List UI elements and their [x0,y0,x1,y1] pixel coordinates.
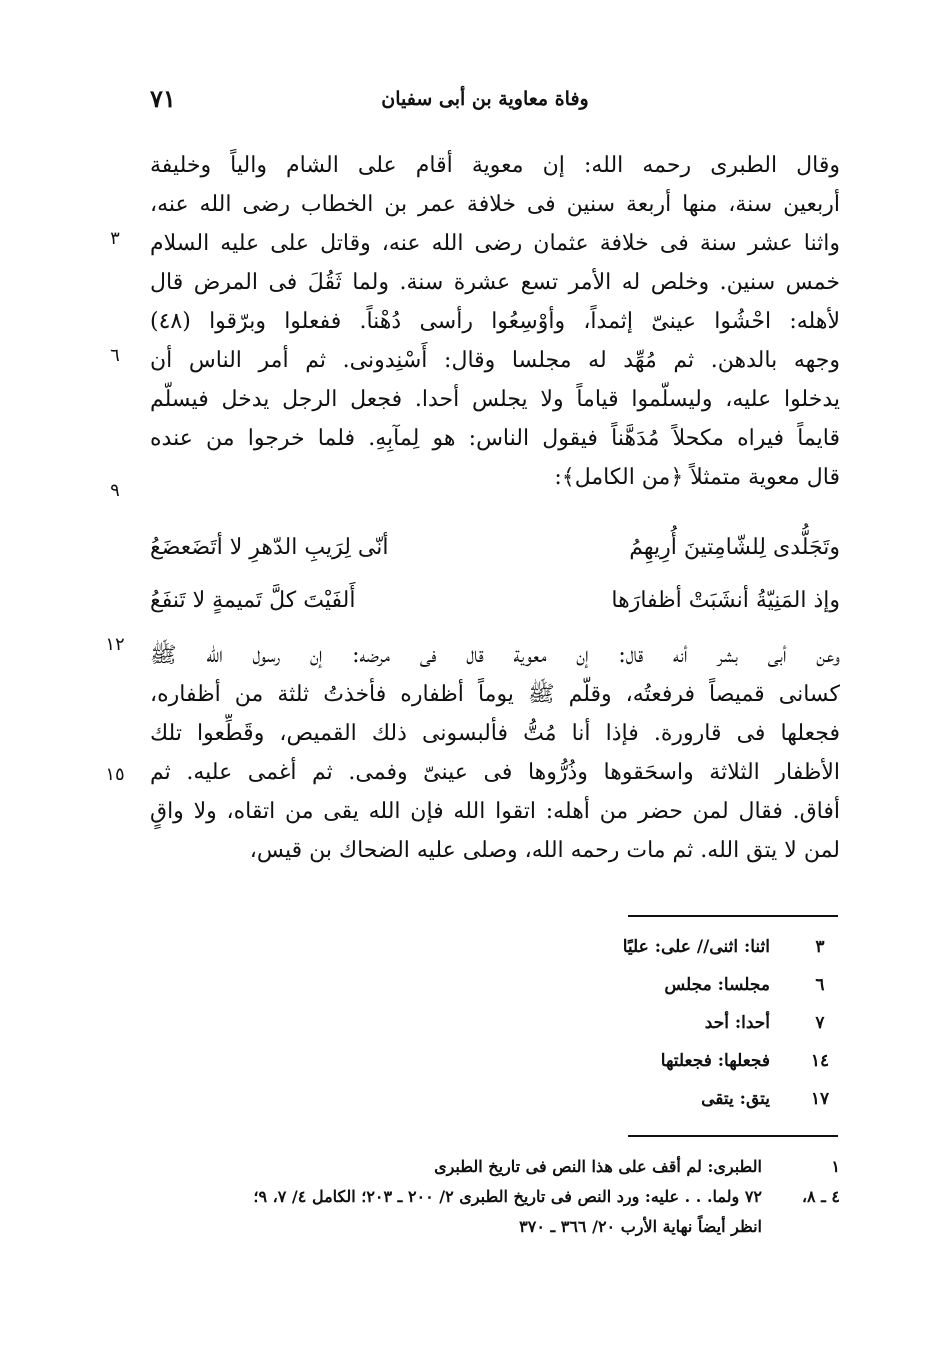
text-line: لمن لا يتق الله. ثم مات رحمه الله، وصلى عليه الضحاك بن قيس، [249,838,840,863]
verse-hemistich-first: وإذ المَنِيّةُ أنشَبَتْ أظفارَها [611,588,840,613]
footnote-entry [150,1152,840,1182]
apparatus-text: أحدا: أحد [704,1013,770,1033]
footnote-text: الطبرى: لم أقف على هذا النص فى تاريخ الطبرى [434,1157,762,1176]
apparatus-divider [628,915,838,917]
text-line: خمس سنين. وخلص له الأمر تسع عشرة سنة. ولما ثَقُلَ فى المرض قال [150,270,840,295]
verse-hemistich-second: أَلفَيْتَ كلَّ تَميمةٍ لا تَنفَعُ [150,588,356,613]
text-line: يدخلوا عليه، وليسلّموا قياماً ولا يجلس أحدا. فجعل الرجل يدخل فيسلّم [150,387,840,412]
footnote-entry [150,1182,840,1212]
running-header: وفاة معاوية بن أبى سفيان [381,88,589,110]
verse-hemistich-second: أنّى لِرَيبِ الدّهرِ لا أتَضَعضَعُ [150,535,389,560]
poem-verse-2 [150,580,840,622]
apparatus-line-number: ٧ [815,1013,825,1033]
page-number: ٧١ [150,84,176,113]
apparatus-text: يتق: يتقى [701,1089,770,1109]
footnote-text: انظر أيضاً نهاية الأرب ٢٠/ ٣٦٦ ـ ٣٧٠ [519,1217,762,1236]
verse-hemistich-first: وتَجَلُّدى لِلشّامِتينَ أُرِيهِمُ [629,535,840,560]
apparatus-line-number: ٦ [815,975,825,995]
margin-line-number: ١٢ [105,634,125,655]
text-line: الأظفار الثلاثة واسحَقوها وذُرُّوها فى عينىّ وفمى. ثم أغمى عليه. ثم [150,760,840,785]
text-line: أربعين سنة، منها أربعة سنين فى خلافة عمر بن الخطاب رضى الله عنه، [150,192,840,217]
text-line: أفاق. فقال لمن حضر من أهله: اتقوا الله فإن الله يقى من اتقاه، ولا واقٍ [150,799,840,824]
footnote-line-number: ٤ ـ ٨، [801,1187,840,1206]
apparatus-entry [400,1080,840,1118]
apparatus-line-number: ١٤ [810,1051,830,1071]
footnote-text: ٧٢ ولما. . . عليه: ورد النص فى تاريخ الطبرى ٢/ ٢٠٠ ـ ٢٠٣؛ الكامل ٤/ ٧، ٩؛ [253,1187,762,1206]
apparatus-text: اثنا: اثنى// على: عليًا [622,937,770,957]
apparatus-line-number: ٣ [815,937,825,957]
apparatus-entry [400,966,840,1004]
apparatus-text: مجلسا: مجلس [664,975,770,995]
text-line: لأهله: احْشُوا عينىّ إثمداً، وأوْسِعُوا رأسى دُهْناً. ففعلوا وبرّقوا (٤٨) [150,309,840,334]
margin-line-number: ١٥ [105,764,125,785]
apparatus-entry [400,928,840,966]
margin-line-number: ٣ [110,228,120,249]
text-line: واثنا عشر سنة فى خلافة عثمان رضى الله عنه، وقاتل على عليه السلام [150,231,840,256]
critical-apparatus [400,928,840,1118]
margin-line-number: ٦ [110,345,120,366]
source-footnotes [150,1152,840,1242]
text-line: قال معوية متمثلاً ﴿من الكامل﴾: [554,465,840,490]
footnote-entry [150,1212,840,1242]
text-line: فجعلها فى قارورة. فإذا أنا مُتُّ فألبسونى ذلك القميص، وقَطِّعوا تلك [150,721,840,746]
apparatus-entry [400,1004,840,1042]
apparatus-text: فجعلها: فجعلتها [660,1051,770,1071]
poem-verse-1 [150,527,840,569]
apparatus-entry [400,1042,840,1080]
footnote-divider [628,1135,838,1137]
text-line: وقال الطبرى رحمه الله: إن معوية أقام على الشام والياً وخليفة [150,153,840,178]
text-line: قايماً فيراه مكحلاً مُدَهَّناً فيقول الناس: هو لِمآبِهِ. فلما خرجوا من عنده [150,426,840,451]
main-text-block-2 [150,636,840,870]
text-line: كسانى قميصاً فرفعتُه، وقلّم ﷺ يوماً أظفاره فأخذتُ ثلثة من أظفاره، [150,682,840,707]
text-line: وجهه بالدهن. ثم مُهِّد له مجلسا وقال: أَسْنِدونى. ثم أمر الناس أن [150,348,840,373]
text-line: وعن أبى بشر أنه قال: إن معوية قال فى مرضه: إن رسول الله ﷺ [150,643,840,668]
footnote-line-number: ١ [831,1157,840,1176]
apparatus-line-number: ١٧ [810,1089,830,1109]
margin-line-number: ٩ [110,480,120,501]
main-text-block-1 [150,146,840,497]
